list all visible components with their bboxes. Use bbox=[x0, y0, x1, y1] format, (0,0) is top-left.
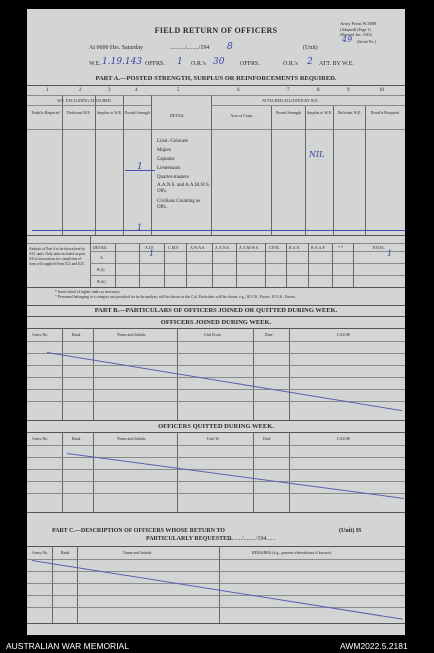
analysis-col: CIVIL bbox=[269, 245, 280, 250]
analysis-col: A.A.M.W.S. bbox=[239, 245, 259, 250]
att-label: ATT. BY W.E. bbox=[319, 61, 354, 67]
joined-col: Unit From bbox=[204, 332, 221, 337]
col-divider bbox=[305, 105, 306, 235]
col-num: 5 bbox=[177, 88, 180, 93]
joined-title: OFFICERS JOINED DURING WEEK. bbox=[160, 319, 272, 326]
col-divider bbox=[52, 546, 53, 623]
analysis-col: A.I.F. bbox=[145, 245, 155, 250]
part-c-title-1: PART C.—DESCRIPTION OF OFFICERS WHOSE RETURN TO bbox=[52, 528, 225, 534]
rule bbox=[211, 105, 405, 106]
rule bbox=[27, 235, 405, 236]
col-head: Posted Strength bbox=[124, 110, 151, 115]
col-divider bbox=[151, 95, 152, 235]
rule bbox=[27, 623, 405, 624]
hw-total: 1 bbox=[137, 223, 143, 232]
quitted-col: Unit To bbox=[207, 436, 220, 441]
analysis-col: R.A.A.F. bbox=[311, 245, 326, 250]
offrs2-label: OFFRS. bbox=[240, 61, 260, 67]
serial-value: 49 bbox=[342, 35, 353, 44]
at-line-year: 8 bbox=[227, 42, 233, 52]
we-label: W.E. bbox=[89, 61, 101, 67]
part-a-title: PART A.—POSTED STRENGTH, SURPLUS OR REINFORCEMENTS REQUIRED. bbox=[95, 75, 337, 82]
col-divider bbox=[289, 432, 290, 512]
rule bbox=[27, 377, 405, 378]
rule bbox=[27, 341, 405, 342]
analysis-col: DETAIL bbox=[93, 245, 108, 250]
offrs-value: 1 bbox=[177, 57, 183, 67]
rank-label: Civilians Counting as Offs. bbox=[157, 199, 201, 210]
hw-lieutenants: 1 bbox=[137, 162, 143, 172]
rank-label: Lieut.-Colonels bbox=[157, 139, 189, 144]
col-num: 3 bbox=[108, 88, 111, 93]
rule bbox=[27, 328, 405, 329]
hw-analysis-total: 1 bbox=[387, 249, 393, 258]
col-divider bbox=[90, 235, 91, 287]
analysis-col: A.W.A.S. bbox=[190, 245, 206, 250]
form-ref-line1: Army Form W.3008 bbox=[340, 21, 377, 26]
col-divider bbox=[253, 328, 254, 420]
quitted-col: Name and Initials bbox=[117, 436, 146, 441]
col-divider bbox=[219, 546, 220, 623]
rule bbox=[27, 129, 405, 130]
col-num: 1 bbox=[46, 88, 49, 93]
rank-label: A.A.N.S. and A.A.M.W.S. Offs. bbox=[157, 183, 211, 194]
part-c-col: REMARKS (e.g., present whereabouts if known). bbox=[252, 550, 332, 555]
ors2-value: 2 bbox=[307, 57, 313, 67]
rule bbox=[27, 287, 405, 288]
quitted-col: Date bbox=[263, 436, 271, 441]
part-c-title-2: PARTICULARLY REQUESTED. bbox=[146, 536, 233, 542]
col-divider bbox=[93, 432, 94, 512]
ors-value: 30 bbox=[213, 57, 225, 67]
col-divider bbox=[186, 243, 187, 287]
col-divider bbox=[93, 328, 94, 420]
analysis-col: R.A.N. bbox=[289, 245, 301, 250]
col-divider bbox=[265, 243, 266, 287]
col-divider bbox=[289, 328, 290, 420]
part-c-col: Army No. bbox=[32, 550, 49, 555]
rule bbox=[27, 420, 405, 421]
col-divider bbox=[177, 432, 178, 512]
quitted-col: Army No. bbox=[32, 436, 49, 441]
footnote-2: * Personnel belonging to a category not provided for in the analysis will be shown in this Col. Particulars will be shown, e.g., 30 U.K. Forces, 10 U.K. Forces. bbox=[55, 295, 296, 299]
part-c-unit: (Unit) IS bbox=[339, 528, 362, 534]
rule bbox=[27, 305, 405, 306]
col-divider bbox=[212, 243, 213, 287]
joined-col: Army No. bbox=[32, 332, 49, 337]
col-divider bbox=[333, 105, 334, 235]
form-page bbox=[27, 9, 405, 635]
hw-aif: 1 bbox=[149, 249, 155, 258]
detail-head: DETAIL bbox=[170, 113, 185, 118]
rule bbox=[27, 445, 405, 446]
footnote-1: * Insert detail of higher ranks as necessary. bbox=[55, 290, 121, 294]
rank-label: Quarter-masters bbox=[157, 175, 190, 180]
col-divider bbox=[253, 432, 254, 512]
quitted-col: Rank bbox=[72, 436, 81, 441]
rule bbox=[27, 595, 405, 596]
col-divider bbox=[286, 243, 287, 287]
analysis-row: B (ii) bbox=[97, 279, 106, 284]
col-divider bbox=[308, 243, 309, 287]
joined-col: CAUSE bbox=[337, 332, 351, 337]
part-c-col: Name and Initials bbox=[123, 550, 152, 555]
rule bbox=[27, 607, 405, 608]
form-ref-line2: (Adapted) (Page 1) bbox=[340, 27, 371, 32]
offrs-label: OFFRS. bbox=[145, 61, 165, 67]
col-divider bbox=[123, 95, 124, 235]
col-head: Deficient W.E. bbox=[337, 110, 362, 115]
quitted-col: CAUSE bbox=[337, 436, 351, 441]
rule bbox=[27, 85, 405, 86]
hw-nil: NIL bbox=[309, 150, 325, 159]
hw-stroke bbox=[125, 170, 155, 171]
rule bbox=[27, 583, 405, 584]
col-divider bbox=[62, 432, 63, 512]
rule bbox=[27, 512, 405, 513]
form-title: FIELD RETURN OF OFFICERS bbox=[154, 26, 278, 35]
footer-institution: AUSTRALIAN WAR MEMORIAL bbox=[6, 641, 129, 651]
rule bbox=[27, 365, 405, 366]
rule bbox=[90, 263, 405, 264]
analysis-col: * * bbox=[338, 245, 343, 250]
analysis-col: TOTAL bbox=[372, 245, 385, 250]
col-head: Surplus to W.E. bbox=[96, 110, 123, 115]
unit-label: (Unit) bbox=[303, 45, 318, 51]
col-divider bbox=[95, 95, 96, 235]
col-divider bbox=[139, 243, 140, 287]
part-b-title: PART B.—PARTICULARS OF OFFICERS JOINED OR QUITTED DURING WEEK. bbox=[94, 307, 338, 314]
hw-total-stroke bbox=[32, 230, 405, 231]
analysis-col: A.A.N.S. bbox=[215, 245, 230, 250]
col-num: 9 bbox=[347, 88, 350, 93]
col-num: 10 bbox=[379, 88, 384, 93]
col-divider bbox=[271, 105, 272, 235]
col-num: 2 bbox=[79, 88, 82, 93]
rank-label: Majors bbox=[157, 148, 172, 153]
joined-col: Rank bbox=[72, 332, 81, 337]
cancel-stroke bbox=[47, 352, 402, 411]
footer-accession: AWM2022.5.2181 bbox=[340, 641, 408, 651]
analysis-row: A bbox=[100, 255, 103, 260]
rule bbox=[27, 571, 405, 572]
rule bbox=[90, 251, 405, 252]
quitted-title: OFFICERS QUITTED DURING WEEK. bbox=[158, 423, 274, 430]
rule bbox=[27, 105, 151, 106]
col-divider bbox=[77, 546, 78, 623]
serial-label: (Serial No.) bbox=[357, 39, 376, 44]
joined-col: Name and Initials bbox=[117, 332, 146, 337]
col-divider bbox=[62, 328, 63, 420]
col-num: 7 bbox=[287, 88, 290, 93]
col-head: Deficient W.E. bbox=[67, 110, 91, 115]
rule bbox=[27, 353, 405, 354]
at-line-prefix: At 0600 Hrs. Saturday bbox=[89, 45, 143, 51]
col-num: 6 bbox=[237, 88, 240, 93]
ors-label: O.R.'s bbox=[191, 61, 206, 67]
rule bbox=[27, 559, 405, 560]
we-excluding-head: W.E. EXCLUDING ATTACHED bbox=[57, 98, 111, 103]
rule bbox=[27, 432, 405, 433]
rule bbox=[90, 275, 405, 276]
col-divider bbox=[236, 243, 237, 287]
attached-allowed-head: ATTACHED ALLOWED BY W.E. bbox=[262, 98, 319, 103]
col-divider bbox=[164, 243, 165, 287]
rule bbox=[27, 243, 405, 244]
ors2-label: O.R.'s bbox=[283, 61, 298, 67]
analysis-row: B (i) bbox=[97, 267, 105, 272]
we-value: 1.19.143 bbox=[102, 57, 143, 67]
col-divider bbox=[115, 243, 116, 287]
form-ref-line3: (Revised Jan. 1943) bbox=[340, 32, 372, 37]
col-num: 8 bbox=[317, 88, 320, 93]
col-divider bbox=[353, 243, 354, 287]
col-head: Reinf'ts Required bbox=[371, 110, 399, 115]
rule bbox=[27, 457, 405, 458]
rule bbox=[27, 469, 405, 470]
rule bbox=[27, 481, 405, 482]
rule bbox=[27, 389, 405, 390]
joined-col: Date bbox=[265, 332, 273, 337]
col-head: Arm or Corps bbox=[230, 113, 253, 118]
col-divider bbox=[62, 95, 63, 235]
at-line-date: ........../......../194 bbox=[170, 45, 210, 51]
col-head: Estab'ts Required bbox=[31, 110, 60, 115]
col-divider bbox=[365, 105, 366, 235]
col-head: Surplus to W.E. bbox=[306, 110, 333, 115]
rule bbox=[27, 95, 405, 96]
col-num: 4 bbox=[135, 88, 138, 93]
cancel-stroke bbox=[32, 560, 403, 620]
part-c-date: ........../......../194...... bbox=[227, 536, 276, 542]
col-head: Posted Strength bbox=[275, 110, 302, 115]
rule bbox=[27, 316, 405, 317]
col-divider bbox=[332, 243, 333, 287]
analysis-col: C.M.F. bbox=[168, 245, 180, 250]
rank-label: Lieutenants bbox=[157, 166, 181, 171]
analysis-text: Analysis of Part A to be shown here by ALL units. Only units included on part. All of instructions for completion of form will supplied Form E21 and E23. bbox=[29, 247, 86, 266]
rank-label: Captains bbox=[157, 157, 175, 162]
part-c-col: Rank bbox=[61, 550, 70, 555]
rule bbox=[27, 546, 405, 547]
rule bbox=[27, 493, 405, 494]
